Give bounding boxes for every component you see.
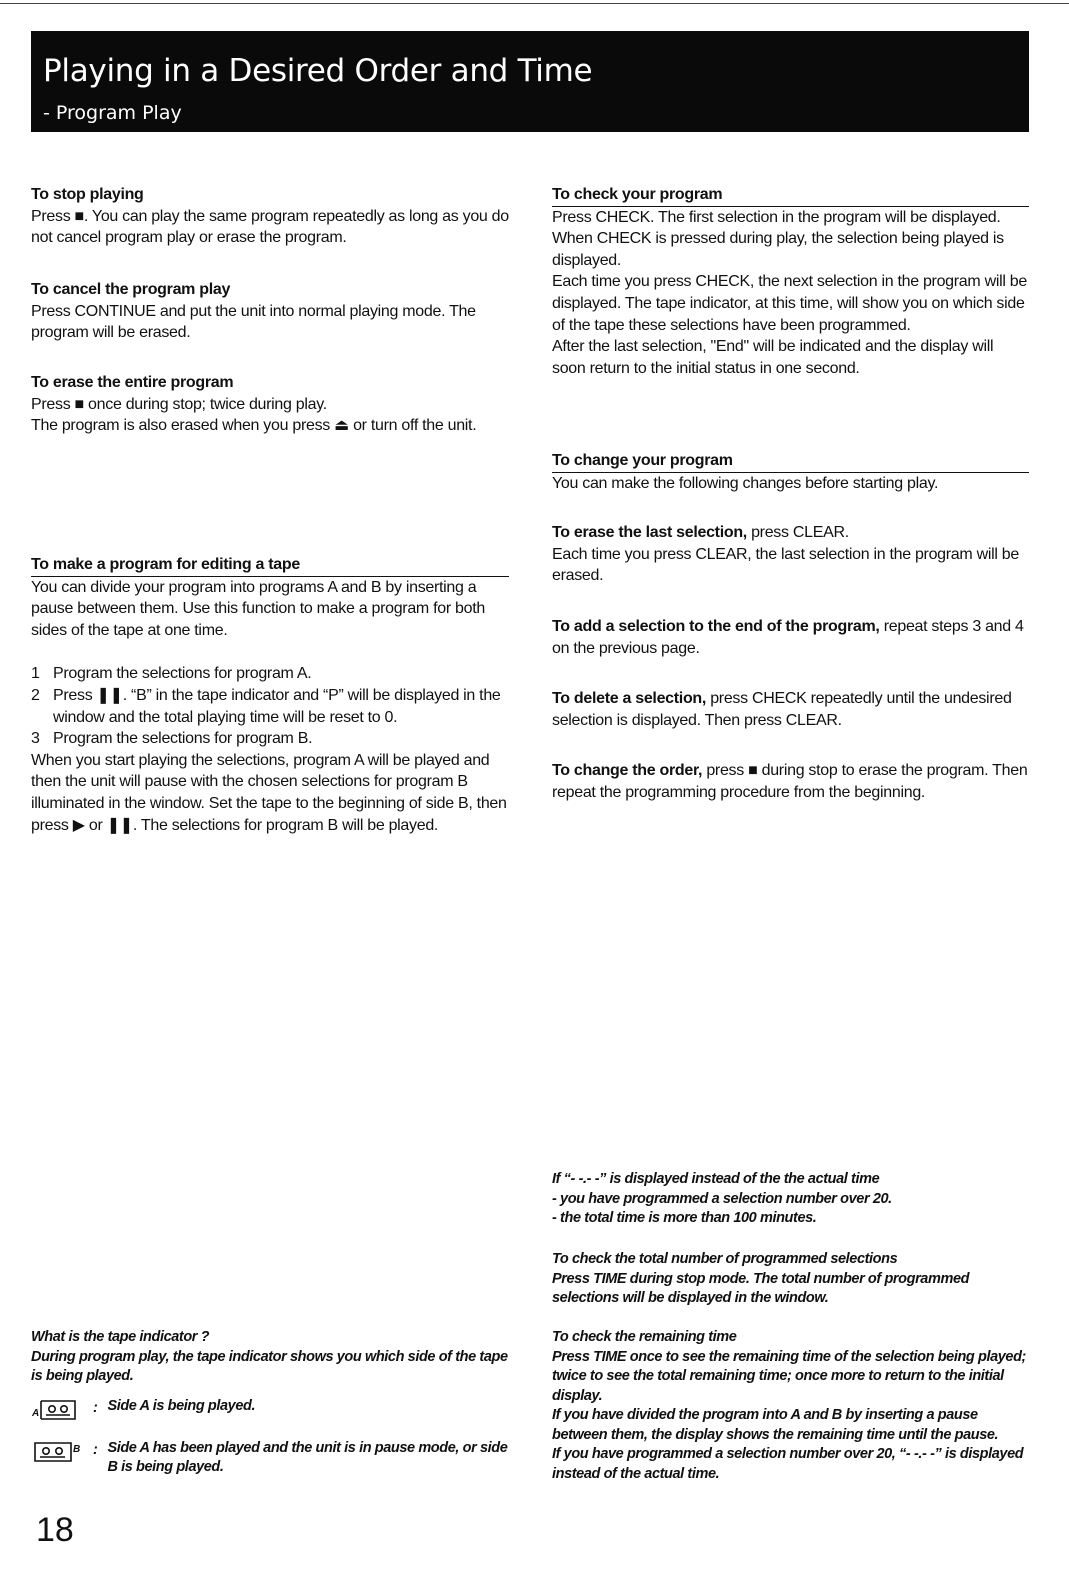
change-item [552,616,1029,659]
legend-colon: : [93,1399,98,1416]
tape-legend-item [31,1397,509,1427]
note-text: During program play, the tape indicator shows you which side of the tape is being played. [31,1348,508,1384]
note-text: If you have programmed a selection number over 20, “- -.- -” is displayed instead of the actual time. [552,1446,1024,1482]
section-heading: To stop playing [31,186,144,203]
page-subtitle: - Program Play [43,102,182,124]
note-tape-indicator [31,1328,509,1478]
section-erase [31,372,509,437]
section-text: Press ■. You can play the same program repeatedly as long as you do not cancel program play or erase the program. [31,207,509,247]
section-text: Each time you press CHECK, the next selection in the program will be displayed. The tape indicator, at this time, will show you on which side of the tape these selections have been programmed. [552,273,1027,334]
note-heading: What is the tape indicator ? [31,1329,210,1345]
note-line: - you have programmed a selection number over 20. [552,1190,892,1207]
step-number: 3 [31,730,40,748]
change-item-lead: To erase the last selection, [552,524,747,542]
section-heading: To erase the entire program [31,374,234,391]
section-text: The program is also erased when you press ⏏ or turn off the unit. [31,417,477,435]
section-text: Press ■ once during stop; twice during play. [31,395,327,413]
section-heading: To check your program [552,184,1029,207]
note-text: Press TIME during stop mode. The total number of programmed selections will be displayed in the window. [552,1270,970,1306]
section-text: Press CONTINUE and put the unit into normal playing mode. The program will be erased. [31,302,476,342]
section-intro: You can make the following changes before starting play. [552,474,939,492]
svg-text:A: A [32,1407,39,1419]
svg-text:B: B [73,1443,80,1455]
change-item-extra: Each time you press CLEAR, the last selection in the program will be erased. [552,545,1019,585]
note-total-selections [552,1250,1029,1309]
section-text: When you start playing the selections, program A will be played and then the unit will pause with the chosen selections for program B illuminated in the window. Set the tape to the beginning of side B, then press ▶ or ❚❚. The selections for program B will be played. [31,751,507,834]
note-heading: If “- -.- -” is displayed instead of the the actual time [552,1171,880,1187]
legend-text: Side A has been played and the unit is in pause mode, or side B is being played. [107,1439,508,1475]
note-heading: To check the total number of programmed selections [552,1251,898,1267]
change-item [552,688,1029,731]
legend-text: Side A is being played. [107,1397,256,1414]
section-intro: You can divide your program into programs A and B by inserting a pause between them. Use this function to make a program for both sides of the tape at one time. [31,578,485,639]
section-text: After the last selection, "End" will be indicated and the display will soon return to the initial status in one second. [552,338,994,377]
step-number: 2 [31,686,40,704]
section-heading: To make a program for editing a tape [31,554,509,577]
step-text: Program the selections for program B. [53,730,313,748]
step-text: Press ❚❚. “B” in the tape indicator and “P” will be displayed in the window and the total playing time will be reset to 0. [53,686,501,726]
top-rule [0,3,1069,4]
section-heading: To cancel the program play [31,281,231,298]
section-stop [31,184,509,249]
step-text: Program the selections for program A. [53,665,312,683]
note-line: - the total time is more than 100 minutes. [552,1210,817,1226]
section-heading: To change your program [552,450,1029,473]
section-change [552,450,1029,804]
change-item [552,760,1029,803]
note-remaining-time [552,1328,1029,1484]
change-item-lead: To add a selection to the end of the program, [552,617,880,635]
title-banner [31,31,1029,132]
change-item [552,522,1029,544]
step-item [31,663,509,685]
tape-legend-item [31,1439,509,1478]
section-cancel [31,279,509,344]
step-item [31,728,509,750]
page-title: Playing in a Desired Order and Time [43,53,593,89]
section-text: Press CHECK. The first selection in the program will be displayed. When CHECK is pressed during play, the selection being played is displayed. [552,208,1004,269]
change-item-text: press CLEAR. [746,524,849,542]
note-heading: To check the remaining time [552,1329,737,1345]
note-dash-display [552,1170,1029,1229]
change-item-text: repeat steps 3 and 4 on the previous page. [552,617,1024,657]
note-text: If you have divided the program into A and B by inserting a pause between them, the display shows the remaining time until the pause. [552,1407,999,1443]
change-item-text: press CHECK repeatedly until the undesired selection is displayed. Then press CLEAR. [552,690,1012,729]
note-text: Press TIME once to see the remaining time of the selection being played; twice to see the total remaining time; once more to return to the initial display. [552,1348,1026,1404]
section-check [552,184,1029,379]
tape-side-b-icon [31,1439,83,1469]
legend-colon: : [93,1441,98,1458]
step-item [31,685,509,728]
tape-side-a-icon [31,1397,83,1427]
section-editing [31,554,509,836]
change-item-text: press ■ during stop to erase the program. Then repeat the programming procedure from the beginning. [552,762,1028,801]
change-item-lead: To delete a selection, [552,690,707,708]
step-number: 1 [31,665,40,683]
change-item-lead: To change the order, [552,762,703,780]
page-number: 18 [36,1511,74,1549]
